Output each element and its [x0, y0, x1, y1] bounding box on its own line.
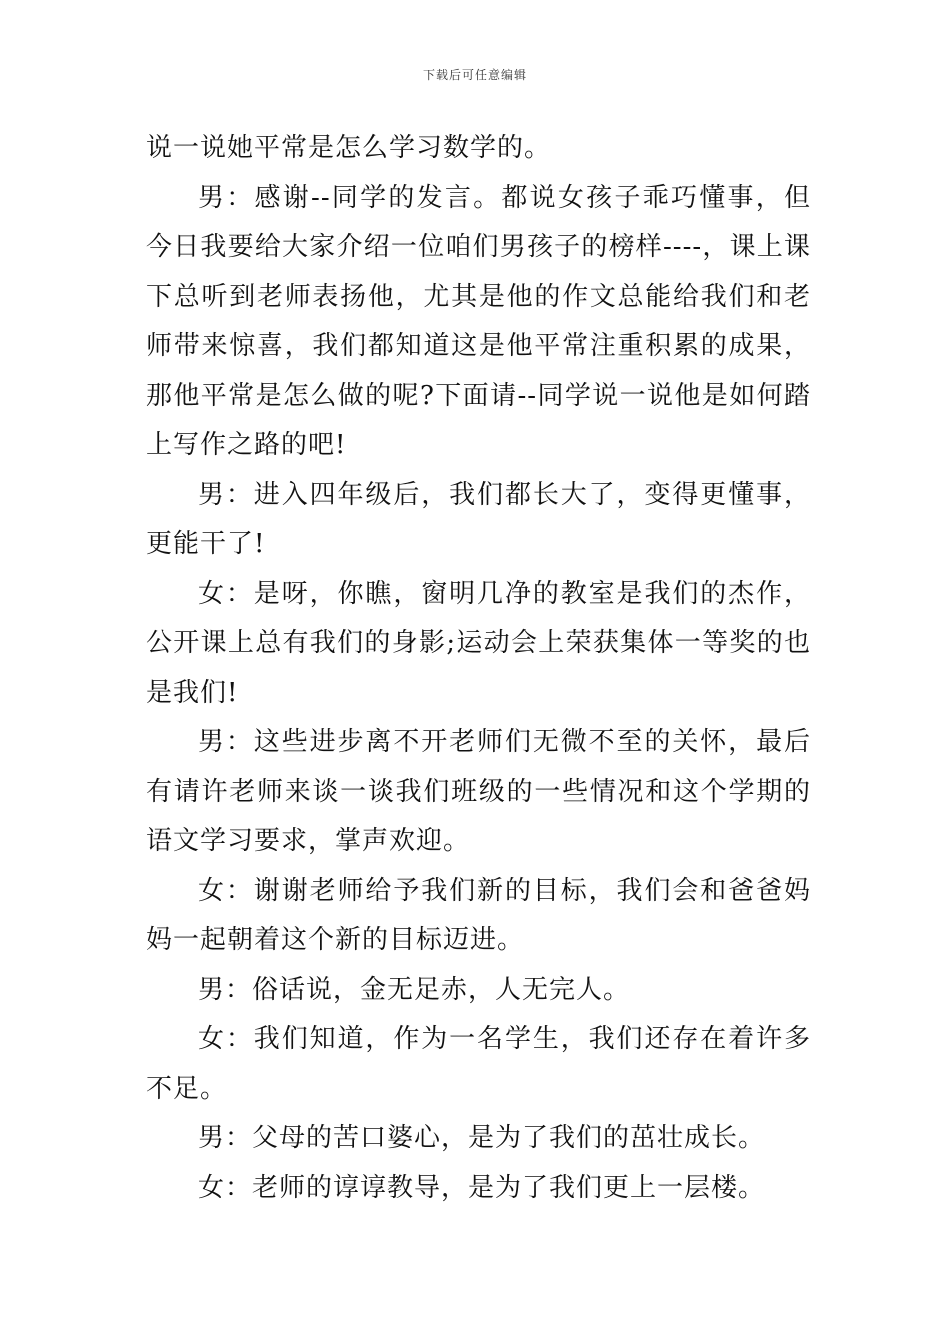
paragraph: 女：是呀，你瞧，窗明几净的教室是我们的杰作，公开课上总有我们的身影;运动会上荣获集体一等奖的也是我们!	[146, 578, 811, 708]
paragraph: 说一说她平常是怎么学习数学的。	[146, 133, 552, 163]
paragraph: 男：感谢--同学的发言。都说女孩子乖巧懂事，但今日我要给大家介绍一位咱们男孩子的榜样----，课上课下总听到老师表扬他，尤其是他的作文总能给我们和老师带来惊喜，我们都知道这是他平常注重积累的成果，那他平常是怎么做的呢?下面请--同学说一说他是如何踏上写作之路的吧!	[146, 182, 811, 460]
page-header: 下载后可任意编辑	[422, 68, 527, 82]
document-body	[146, 124, 811, 1213]
paragraph: 男：俗话说，金无足赤，人无完人。	[198, 974, 631, 1005]
paragraph: 男：进入四年级后，我们都长大了，变得更懂事，更能干了!	[146, 479, 811, 559]
paragraph: 女：谢谢老师给予我们新的目标，我们会和爸爸妈妈一起朝着这个新的目标迈进。	[146, 875, 811, 955]
paragraph: 女：老师的谆谆教导，是为了我们更上一层楼。	[198, 1172, 766, 1203]
paragraph: 男：父母的苦口婆心，是为了我们的茁壮成长。	[198, 1123, 766, 1153]
paragraph: 男：这些进步离不开老师们无微不至的关怀，最后有请许老师来谈一谈我们班级的一些情况和这个学期的语文学习要求，掌声欢迎。	[146, 727, 811, 856]
paragraph: 女：我们知道，作为一名学生，我们还存在着许多不足。	[146, 1024, 811, 1104]
